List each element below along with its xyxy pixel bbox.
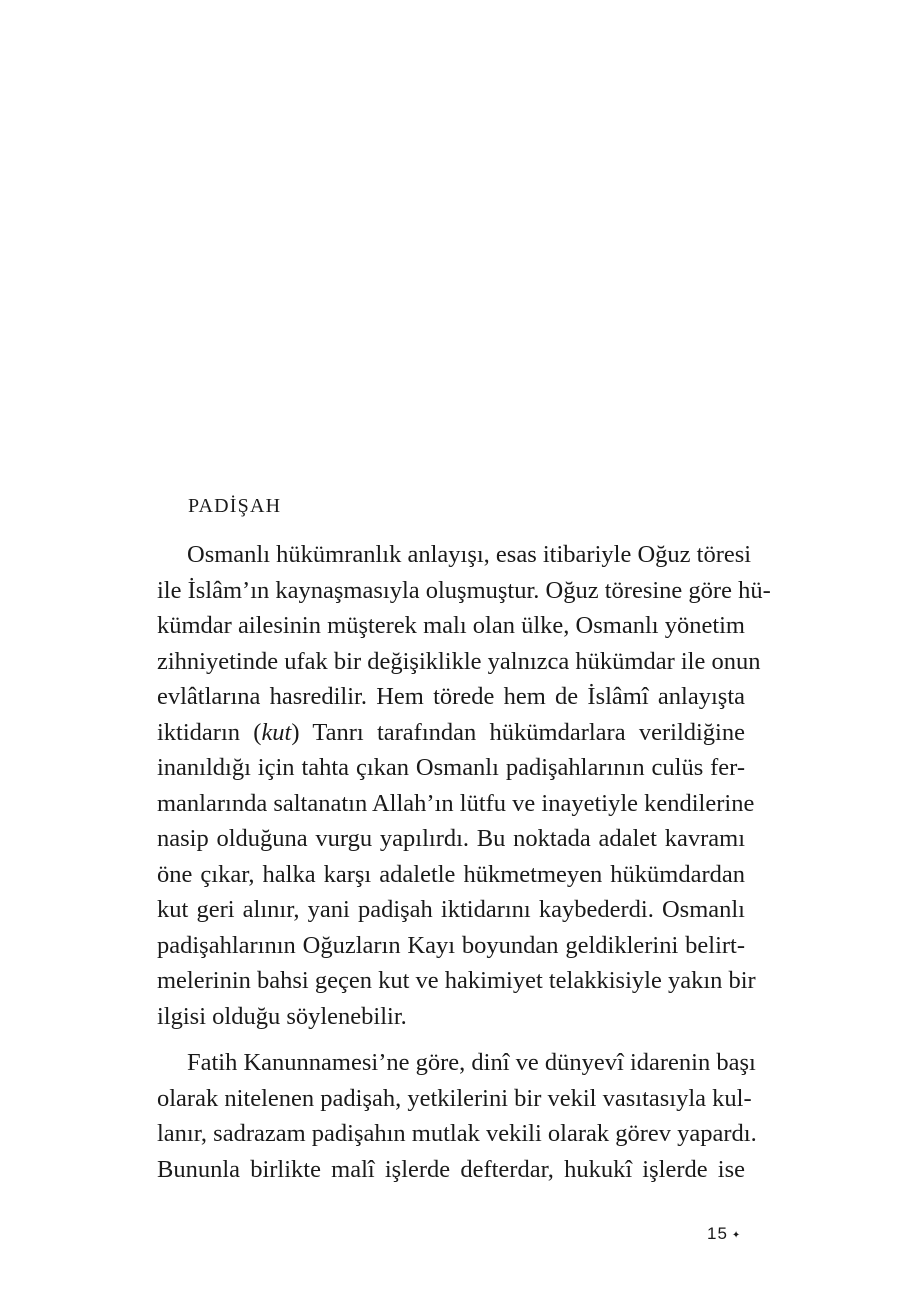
section-title: PADİŞAH xyxy=(188,495,282,517)
page-number: 15 xyxy=(707,1224,728,1243)
text-line: inanıldığı için tahta çıkan Osmanlı padişahlarının culüs fer- xyxy=(157,754,745,781)
body-text xyxy=(157,537,771,1187)
text-line: evlâtlarına hasredilir. Hem törede hem de İslâmî anlayışta xyxy=(157,683,745,710)
text-line: ile İslâm’ın kaynaşmasıyla oluşmuştur. Oğuz töresine göre hü- xyxy=(157,576,771,604)
text-segment: ) Tanrı tarafından hükümdarlara verildiğine xyxy=(291,718,745,746)
text-line: ilgisi olduğu söylenebilir. xyxy=(157,1002,407,1030)
text-line: nasip olduğuna vurgu yapılırdı. Bu noktada adalet kavramı xyxy=(157,825,745,852)
paragraph xyxy=(157,1045,757,1187)
text-line: manlarında saltanatın Allah’ın lütfu ve inayetiyle kendilerine xyxy=(157,789,755,817)
text-line xyxy=(157,715,745,751)
text-segment: iktidarın ( xyxy=(157,718,262,746)
text-line: Osmanlı hükümranlık anlayışı, esas itibariyle Oğuz töresi xyxy=(187,541,752,568)
text-line: olarak nitelenen padişah, yetkilerini bir vekil vasıtasıyla kul- xyxy=(157,1084,752,1112)
text-line: lanır, sadrazam padişahın mutlak vekili olarak görev yapardı. xyxy=(157,1120,757,1147)
text-line: Fatih Kanunnamesi’ne göre, dinî ve dünyevî idarenin başı xyxy=(187,1049,756,1076)
text-line: kut geri alınır, yani padişah iktidarını kaybederdi. Osmanlı xyxy=(157,896,745,923)
star-icon: ✦ xyxy=(731,1230,742,1241)
text-line: öne çıkar, halka karşı adaletle hükmetmeyen hükümdardan xyxy=(157,860,745,888)
text-line: melerinin bahsi geçen kut ve hakimiyet telakkisiyle yakın bir xyxy=(157,967,756,994)
text-line: kümdar ailesinin müşterek malı olan ülke, Osmanlı yönetim xyxy=(157,612,745,639)
paragraph xyxy=(157,537,771,1034)
text-line: Bununla birlikte malî işlerde defterdar, hukukî işlerde ise xyxy=(157,1155,745,1183)
text-line: padişahlarının Oğuzların Kayı boyundan geldiklerini belirt- xyxy=(157,931,745,959)
italic-term: kut xyxy=(261,718,292,746)
text-line: zihniyetinde ufak bir değişiklikle yalnızca hükümdar ile onun xyxy=(157,647,761,675)
page-footer xyxy=(707,1224,741,1244)
paragraph-gap xyxy=(157,1034,745,1045)
